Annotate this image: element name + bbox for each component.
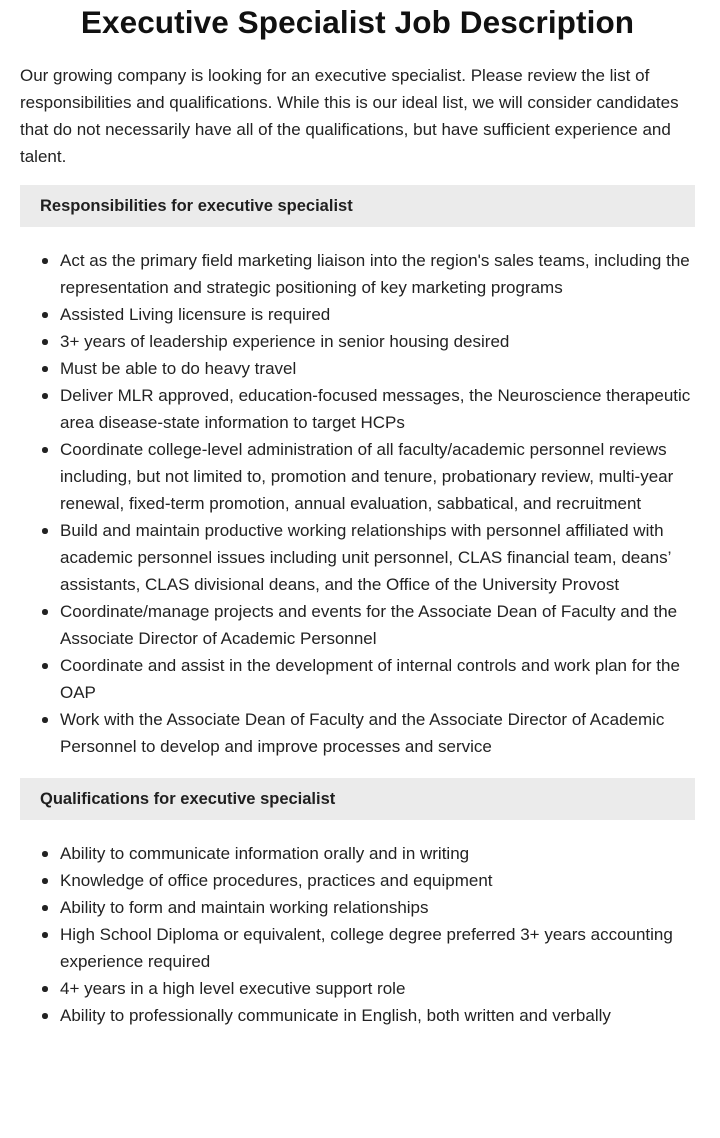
list-item <box>20 247 695 301</box>
bullet-icon <box>42 1013 48 1019</box>
list-item-text: Work with the Associate Dean of Faculty and the Associate Director of Academic Personnel to develop and improve processes and service <box>60 710 665 756</box>
list-item-text: Ability to professionally communicate in English, both written and verbally <box>60 1006 611 1025</box>
list-item-text: Ability to form and maintain working relationships <box>60 898 429 917</box>
list-item <box>20 436 695 517</box>
bullet-icon <box>42 609 48 615</box>
bullet-icon <box>42 312 48 318</box>
bullet-icon <box>42 339 48 345</box>
bullet-icon <box>42 528 48 534</box>
list-item-text: Coordinate college-level administration of all faculty/academic personnel reviews including, but not limited to, promotion and tenure, probationary review, multi-year renewal, fixed-term promotion, annual evaluation, sabbatical, and recruitment <box>60 440 674 513</box>
list-item <box>20 840 695 867</box>
list-item-text: Act as the primary field marketing liaison into the region's sales teams, including the representation and strategic positioning of key marketing programs <box>60 251 690 297</box>
bullet-icon <box>42 878 48 884</box>
list-item <box>20 355 695 382</box>
list-item <box>20 975 695 1002</box>
bullet-icon <box>42 447 48 453</box>
list-item-text: 4+ years in a high level executive support role <box>60 979 406 998</box>
responsibilities-heading: Responsibilities for executive specialist <box>40 197 353 215</box>
list-item-text: 3+ years of leadership experience in senior housing desired <box>60 332 510 351</box>
list-item <box>20 921 695 975</box>
list-item <box>20 867 695 894</box>
list-item-text: Knowledge of office procedures, practices and equipment <box>60 871 493 890</box>
list-item <box>20 652 695 706</box>
list-item <box>20 598 695 652</box>
list-item <box>20 706 695 760</box>
list-item-text: Deliver MLR approved, education-focused messages, the Neuroscience therapeutic area disease-state information to target HCPs <box>60 386 691 432</box>
list-item <box>20 328 695 355</box>
list-item <box>20 301 695 328</box>
page-title: Executive Specialist Job Description <box>80 4 635 40</box>
list-item-text: Must be able to do heavy travel <box>60 359 297 378</box>
bullet-icon <box>42 366 48 372</box>
list-item-text: Coordinate and assist in the development of internal controls and work plan for the OAP <box>60 656 680 702</box>
bullet-icon <box>42 663 48 669</box>
qualifications-list <box>20 840 695 1029</box>
list-item <box>20 894 695 921</box>
responsibilities-header <box>20 185 695 227</box>
list-item <box>20 517 695 598</box>
qualifications-header <box>20 778 695 820</box>
list-item-text: Build and maintain productive working relationships with personnel affiliated with academic personnel issues including unit personnel, CLAS financial team, deans’ assistants, CLAS divisional deans, and the Office of the University Provost <box>60 521 671 594</box>
qualifications-heading: Qualifications for executive specialist <box>40 790 336 808</box>
list-item-text: High School Diploma or equivalent, college degree preferred 3+ years accounting experience required <box>60 925 673 971</box>
bullet-icon <box>42 258 48 264</box>
list-item-text: Coordinate/manage projects and events for the Associate Dean of Faculty and the Associate Director of Academic Personnel <box>60 602 678 648</box>
job-description-page <box>20 0 695 1029</box>
responsibilities-list <box>20 247 695 760</box>
list-item-text: Assisted Living licensure is required <box>60 305 331 324</box>
list-item-text: Ability to communicate information orally and in writing <box>60 844 470 863</box>
bullet-icon <box>42 986 48 992</box>
bullet-icon <box>42 932 48 938</box>
list-item <box>20 1002 695 1029</box>
bullet-icon <box>42 393 48 399</box>
bullet-icon <box>42 905 48 911</box>
bullet-icon <box>42 851 48 857</box>
intro-paragraph: Our growing company is looking for an executive specialist. Please review the list of responsibilities and qualifications. While this is our ideal list, we will consider candidates that do not necessarily have all of the qualifications, but have sufficient experience and talent. <box>20 66 679 166</box>
bullet-icon <box>42 717 48 723</box>
list-item <box>20 382 695 436</box>
